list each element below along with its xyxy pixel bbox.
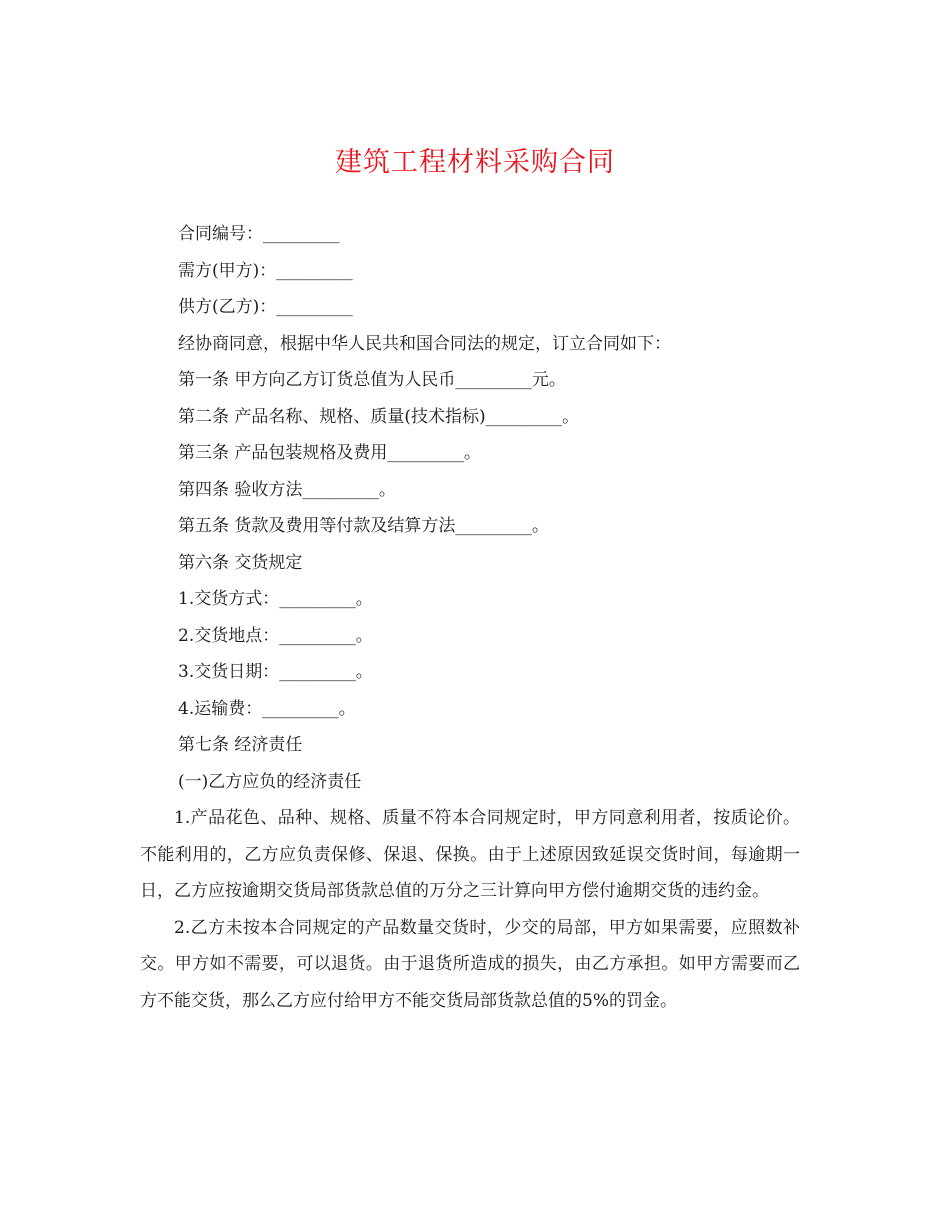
supplier-line: 供方(乙方)：_________ bbox=[178, 297, 353, 317]
buyer-line: 需方(甲方)：_________ bbox=[178, 260, 353, 281]
liability-paragraph-2: 2.乙方未按本合同规定的产品数量交货时，少交的局部，甲方如果需要，应照数补交。甲方如不需要，可以退货。由于退货所造成的损失，由乙方承担。如甲方需要而乙方不能交货，那么乙方应付给甲方不能交货局部货款总值的5%的罚金。 bbox=[140, 917, 800, 1011]
document-title: 建筑工程材料采购合同 bbox=[335, 147, 615, 178]
article-4: 第四条 验收方法_________。 bbox=[178, 479, 396, 500]
liability-paragraph-1: 1.产品花色、品种、规格、质量不符本合同规定时，甲方同意利用者，按质论价。不能利用的，乙方应负责保修、保退、保换。由于上述原因致延误交货时间，每逾期一日，乙方应按逾期交货局部货款总值的万分之三计算向甲方偿付逾期交货的违约金。 bbox=[140, 808, 800, 901]
supplier-liability-heading: (一)乙方应负的经济责任 bbox=[178, 771, 362, 792]
article-1: 第一条 甲方向乙方订货总值为人民币_________元。 bbox=[178, 370, 566, 390]
article-7: 第七条 经济责任 bbox=[178, 735, 303, 755]
delivery-date: 3.交货日期：_________。 bbox=[178, 662, 373, 682]
contract-number-line: 合同编号：_________ bbox=[178, 224, 340, 244]
article-3: 第三条 产品包装规格及费用_________。 bbox=[178, 443, 481, 463]
contract-body bbox=[140, 216, 800, 1019]
article-5: 第五条 货款及费用等付款及结算方法_________。 bbox=[178, 516, 549, 536]
delivery-location: 2.交货地点：_________。 bbox=[178, 625, 373, 646]
article-6: 第六条 交货规定 bbox=[178, 552, 303, 573]
shipping-cost: 4.运输费：_________。 bbox=[178, 698, 356, 719]
article-2: 第二条 产品名称、规格、质量(技术指标)_________。 bbox=[178, 406, 580, 427]
delivery-method: 1.交货方式：_________。 bbox=[178, 589, 373, 609]
preamble-line: 经协商同意，根据中华人民共和国合同法的规定，订立合同如下： bbox=[178, 333, 671, 354]
